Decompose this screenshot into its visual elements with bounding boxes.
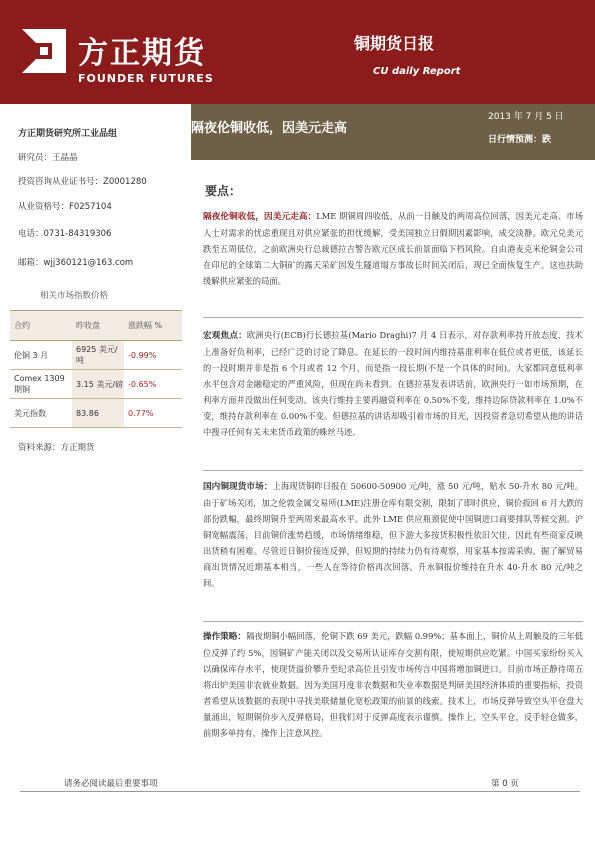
- close-price: 3.15 美元/磅: [72, 370, 124, 399]
- key-points-heading: 要点：: [205, 184, 242, 198]
- footer-rule: [20, 791, 580, 792]
- page-number: 第 0 页: [491, 779, 519, 789]
- paragraph-body: 隔夜期铜小幅回落，伦铜下跌 69 美元，跌幅 0.99%；基本面上，铜价从上周触及的三年低位反弹了约 5%，因铜矿产能关闭以及交易所认证库存交割有限，使短期供应吃紧。中国买家纷纷买入以确保库存水平，使现货溢价攀升至纪录高位且引发市场传言中国将增加铜进口。目前市场正静待周五将出炉美国非农就业数据。因为美国月度非农数据和失业率数据是判研美国经济体质的重要指标，投资者希望从该数据的表现中寻找美联储量化宽松政策的前景的线索。技术上，市场反弹导致空头平仓盘大量涌出，短期铜价步入反弹格局，但我们对于反弹高度表示谨慎。操作上，空头平仓，反手轻仓做多，前期多单持有，操作上注意风控。: [203, 631, 583, 738]
- headline-band: [191, 104, 595, 160]
- col-contract: 合约: [10, 311, 72, 341]
- report-title-en: CU daily Report: [373, 66, 461, 77]
- index-table-title: 相关市场指数价格: [40, 291, 109, 301]
- paragraph-lead: 宏观焦点：: [203, 331, 247, 341]
- col-close: 昨收盘: [72, 311, 124, 341]
- paragraph-lead: 操作策略：: [203, 632, 247, 642]
- close-price: 83.86: [72, 399, 124, 428]
- logo-english-name: FOUNDER FUTURES: [78, 72, 214, 85]
- daily-forecast: 日行情预测：跌: [488, 135, 552, 145]
- col-change: 涨跌幅 %: [124, 311, 182, 341]
- paragraph-spot-market: [203, 478, 583, 591]
- table-row: [10, 399, 182, 428]
- data-source: 资料来源：方正期货: [18, 443, 95, 453]
- paragraph-lead: 隔夜伦铜收低，因美元走高：: [203, 212, 317, 222]
- table-row: [10, 370, 182, 399]
- change-pct: 0.77%: [124, 399, 182, 428]
- change-pct: -0.99%: [124, 341, 182, 370]
- paragraph-body: 上海现货铜昨日报在 50600-50900 元/吨，涨 50 元/吨，贴水 50-升水 80 元/吨。由于矿场关闭，加之伦敦金属交易所(LME)注册仓库有限交割，限制了即时供应，铜价扳回 6 月大跌的部份跌幅，最终期铜升至两周来最高水平。此外 LME 供应瓶颈促使中国铜进口商要排队等候交割。沪铜宽幅震荡，目前铜价涨势趋缓，市场情绪维稳，但下游大多按货积极性依旧欠佳，因此有些商家反映出货稍有困难。尽管近日铜价接连反弹，但短期的持续力仍有待观察，用家基本按需采购。掘了解贸易商出货情况近期基本相当，一些人在等待价格再次回落。升水铜报价维持在升水 40-升水 80 元/吨之间。: [203, 481, 583, 588]
- paragraph-overnight: [203, 208, 583, 289]
- table-row: [10, 341, 182, 370]
- report-date: 2013 年 7 月 5 日: [488, 112, 564, 122]
- logo-chinese-name: 方正期货: [78, 36, 206, 71]
- contract-name: Comex 1309 期铜: [10, 370, 72, 399]
- paragraph-lead: 国内铜现货市场：: [203, 482, 273, 492]
- contract-name: 美元指数: [10, 399, 72, 428]
- index-price-table: [10, 310, 182, 428]
- research-org: 方正期货研究所工业品组: [18, 129, 118, 139]
- paragraph-body: LME 期铜周四收低，从前一日触及的两周高位回落，因美元走高、市场人士对需求的忧虑重现且对供应紧张的担忧缓解，受美国独立日假期因素影响，成交淡静。欧元兑美元跌至五周低位，之前欧洲央行总裁德拉吉警告欧元区成长前景面临下档风险。自由港麦克米伦铜金公司在印尼的全球第二大铜矿的露天采矿因发生隧道塌方事故长时间关闭后，现已全面恢复生产。这也扶助缓解供应紧张的局面。: [203, 211, 583, 286]
- email: 邮箱：wjj360121@163.com: [18, 258, 134, 268]
- table-header-row: [10, 311, 182, 341]
- contract-name: 伦铜 3 月: [10, 341, 72, 370]
- report-title-cn: 铜期货日报: [354, 34, 435, 53]
- headline: 隔夜伦铜收低，因美元走高: [191, 121, 348, 136]
- section-divider: [203, 317, 583, 318]
- footer-disclaimer: 请务必阅读最后重要事项: [64, 779, 158, 789]
- paragraph-body: 欧洲央行(ECB)行长德拉基(Mario Draghi)7 月 4 日表示，对存款利率持开放态度，技术上准备好负利率，已经广泛的讨论了降息。在延长的一段时间内维持基准利率在低位或者更低，该延长的一段时期并非是指 6 个月或者 12 个月，而是指一段长期(不是一个具体的时间)。大家都同意低利率水平包含对金融稳定的严重风险，但现在尚未看到。在德拉基发表讲话前，欧洲央行一如市场预期，在利率方面并没做出任何变动。该央行维持主要再融资利率在 0.50%不变，维持边际贷款利率在 1.0%不变，维持存款利率在 0.00%不变。但德拉基的讲话却吸引着市场的目光，因投资者急切希望从他的讲话中搜寻任何有关未来货币政策的蛛丝马迹。: [203, 330, 583, 437]
- report-header: [0, 0, 595, 104]
- paragraph-macro: [203, 327, 583, 440]
- paragraph-strategy: [203, 628, 583, 741]
- qualification-cert: 从业资格号：F0257104: [18, 202, 112, 212]
- sidebar: [0, 104, 191, 484]
- section-divider: [203, 621, 583, 622]
- close-price: 6925 美元/吨: [72, 341, 124, 370]
- phone: 电话：0731-84319306: [18, 229, 112, 239]
- section-divider: [203, 470, 583, 471]
- consult-cert: 投资咨询从业证书号：Z0001280: [18, 177, 147, 187]
- founder-logo-icon: [22, 29, 66, 73]
- change-pct: -0.65%: [124, 370, 182, 399]
- researcher-name: 研究员：王晶晶: [18, 153, 78, 163]
- company-logo: [0, 0, 300, 104]
